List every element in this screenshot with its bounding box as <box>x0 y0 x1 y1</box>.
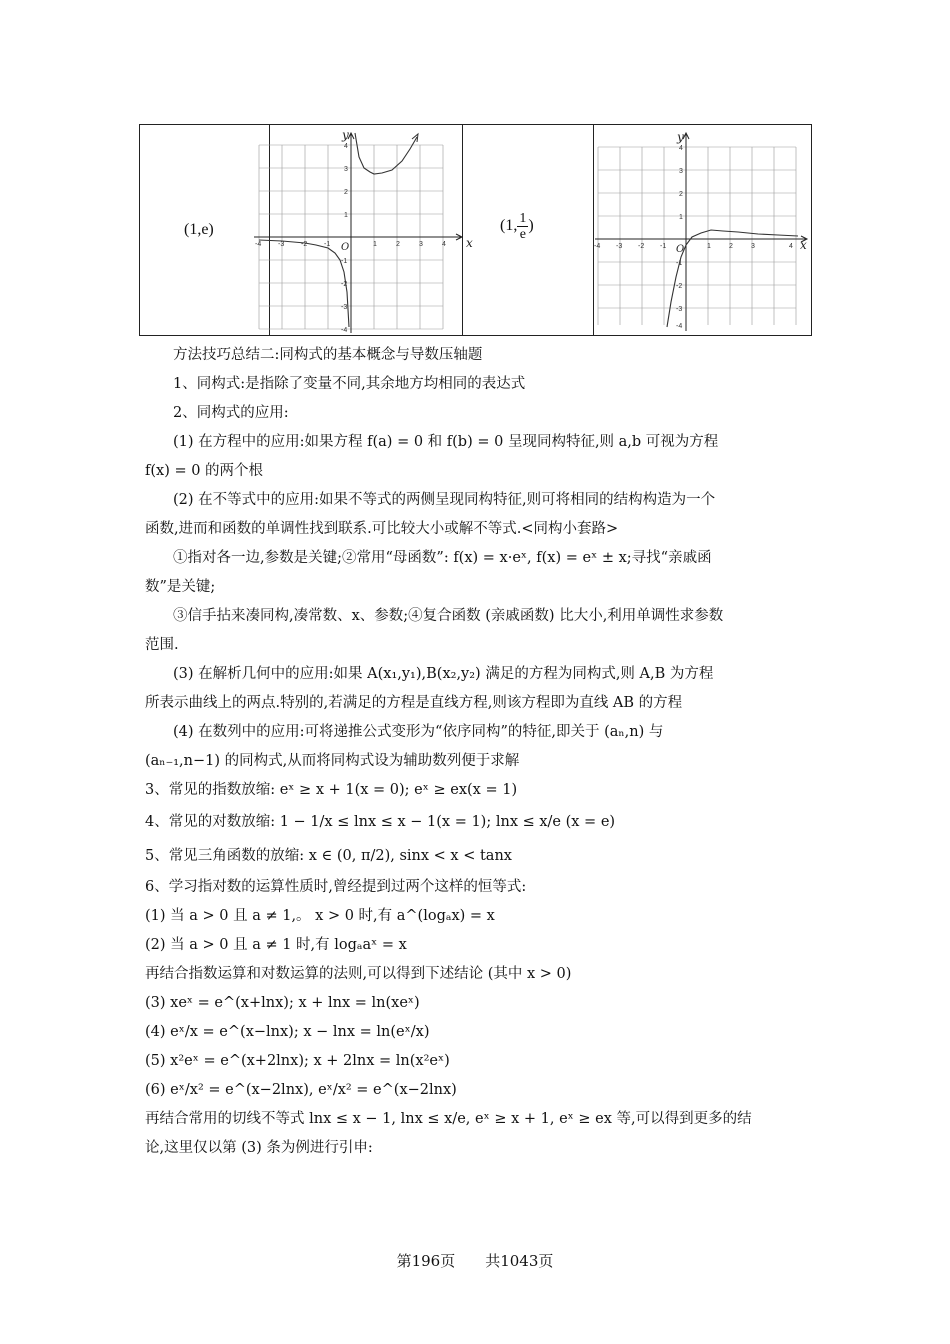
graph2-xtick-5: 1 <box>707 243 711 250</box>
graph2-xtick-7: 3 <box>751 243 755 250</box>
text-line: 再结合常用的切线不等式 lnx ≤ x − 1, lnx ≤ x/e, eˣ ≥ x + 1, eˣ ≥ ex 等,可以得到更多的结 <box>145 1111 752 1127</box>
text-line: ③信手拈来凑同构,凑常数、x、参数;④复合函数 (亲戚函数) 比大小,利用单调性求参数 <box>173 608 724 624</box>
graph2-ytick-8: -4 <box>676 323 683 330</box>
text-line: 1、同构式:是指除了变量不同,其余地方均相同的表达式 <box>173 376 526 392</box>
graph1-xtick-3: -2 <box>301 241 308 248</box>
graph2-y-label: y <box>677 130 684 144</box>
text-line: 再结合指数运算和对数运算的法则,可以得到下述结论 (其中 x > 0) <box>145 966 572 982</box>
cell1-label: (1,e) <box>184 221 214 238</box>
graph1-xtick-8: 4 <box>442 241 446 248</box>
text-line: (6) eˣ/x² = e^(x−2lnx), eˣ/x² = e^(x−2lnx) <box>145 1082 457 1098</box>
text-line: 所表示曲线上的两点.特别的,若满足的方程是直线方程,则该方程即为直线 AB 的方程 <box>145 695 683 711</box>
graph2-xtick-6: 2 <box>729 243 733 250</box>
text-line: f(x) = 0 的两个根 <box>145 463 264 479</box>
text-line: (4) eˣ/x = e^(x−lnx); x − lnx = ln(eˣ/x) <box>145 1024 430 1040</box>
graph1-xtick-6: 2 <box>396 241 400 248</box>
text-line: 3、常见的指数放缩: eˣ ≥ x + 1(x = 0); eˣ ≥ ex(x = 1) <box>145 782 518 798</box>
text-line: 论,这里仅以第 (3) 条为例进行引申: <box>145 1140 373 1156</box>
graph2-ytick-3: 2 <box>679 191 683 198</box>
graph-table <box>139 124 812 336</box>
graph2-xtick-1: -4 <box>594 243 601 250</box>
graph1-ytick-7: -3 <box>341 304 348 311</box>
body-text <box>145 341 815 1163</box>
graph2-grid <box>598 147 796 325</box>
graph1-xtick-1: -4 <box>255 241 262 248</box>
text-line: (aₙ₋₁,n−1) 的同构式,从而将同构式设为辅助数列便于求解 <box>145 753 520 769</box>
text-line: 4、常见的对数放缩: 1 − 1/x ≤ lnx ≤ x − 1(x = 1); lnx ≤ x/e (x = e) <box>145 814 616 830</box>
section-title: 方法技巧总结二:同构式的基本概念与导数压轴题 <box>173 347 483 363</box>
page-footer: 第196页 共1043页 <box>396 1252 554 1270</box>
text-line: (3) 在解析几何中的应用:如果 A(x₁,y₁),B(x₂,y₂) 满足的方程为同构式,则 A,B 为方程 <box>173 666 714 682</box>
graph2-ytick-1: 4 <box>679 145 683 152</box>
text-line: 函数,进而和函数的单调性找到联系.可比较大小或解不等式.<同构小套路> <box>145 521 619 537</box>
graph2-ytick-6: -2 <box>676 283 683 290</box>
graph1-axes <box>254 133 462 333</box>
graph2-ytick-4: 1 <box>679 214 683 221</box>
graph2-ytick-2: 3 <box>679 168 683 175</box>
text-line: 范围. <box>145 637 179 653</box>
graph1-ytick-3: 2 <box>344 189 348 196</box>
graph2-xtick-3: -2 <box>638 243 645 250</box>
text-line: 6、学习指对数的运算性质时,曾经提到过两个这样的恒等式: <box>145 879 527 895</box>
graph2-x-label: x <box>800 238 807 252</box>
graph2-xtick-8: 4 <box>789 243 793 250</box>
graph1-xtick-7: 3 <box>419 241 423 248</box>
graph-2 <box>593 127 813 335</box>
graph1-y-label: y <box>342 128 349 142</box>
text-line: (4) 在数列中的应用:可将递推公式变形为“依序同构”的特征,即关于 (aₙ,n) 与 <box>173 724 664 740</box>
graph2-xtick-2: -3 <box>616 243 623 250</box>
graph1-ytick-4: 1 <box>344 212 348 219</box>
graph1-ytick-1: 4 <box>344 143 348 150</box>
text-line: 数”是关键; <box>145 579 216 595</box>
graph1-curve-left <box>259 240 349 327</box>
graph1-xtick-4: -1 <box>324 241 331 248</box>
graph1-ytick-2: 3 <box>344 166 348 173</box>
text-line: (2) 当 a > 0 且 a ≠ 1 时,有 logₐaˣ = x <box>145 937 407 953</box>
text-line: ①指对各一边,参数是关键;②常用“母函数”: f(x) = x·eˣ, f(x) = eˣ ± x;寻找“亲戚函 <box>173 550 712 566</box>
graph1-origin-label: O <box>341 242 350 253</box>
graph2-ytick-5: -1 <box>676 260 683 267</box>
graph2-ytick-7: -3 <box>676 306 683 313</box>
text-line: (1) 当 a > 0 且 a ≠ 1,。 x > 0 时,有 a^(logₐx) = x <box>145 908 495 924</box>
graph2-axes <box>595 133 807 331</box>
graph-1 <box>252 127 482 335</box>
text-line: (3) xeˣ = e^(x+lnx); x + lnx = ln(xeˣ) <box>145 995 420 1011</box>
graph1-ytick-8: -4 <box>341 327 348 334</box>
text-line: (1) 在方程中的应用:如果方程 f(a) = 0 和 f(b) = 0 呈现同构特征,则 a,b 可视为方程 <box>173 434 719 450</box>
text-line: (2) 在不等式中的应用:如果不等式的两侧呈现同构特征,则可将相同的结构构造为一个 <box>173 492 716 508</box>
text-line: 2、同构式的应用: <box>173 405 289 421</box>
graph1-xtick-5: 1 <box>373 241 377 248</box>
text-line: (5) x²eˣ = e^(x+2lnx); x + 2lnx = ln(x²eˣ) <box>145 1053 450 1069</box>
cell2-label: (1, $\frac{1}{e}$ ) <box>500 211 534 242</box>
graph2-xtick-4: -1 <box>660 243 667 250</box>
graph1-ytick-6: -2 <box>341 281 348 288</box>
graph1-xtick-2: -3 <box>278 241 285 248</box>
graph2-origin-label: O <box>676 244 685 255</box>
graph1-x-label: x <box>466 236 473 250</box>
text-line: 5、常见三角函数的放缩: x ∈ (0, π/2), sinx < x < tanx <box>145 848 512 864</box>
graph1-ytick-5: -1 <box>341 258 348 265</box>
